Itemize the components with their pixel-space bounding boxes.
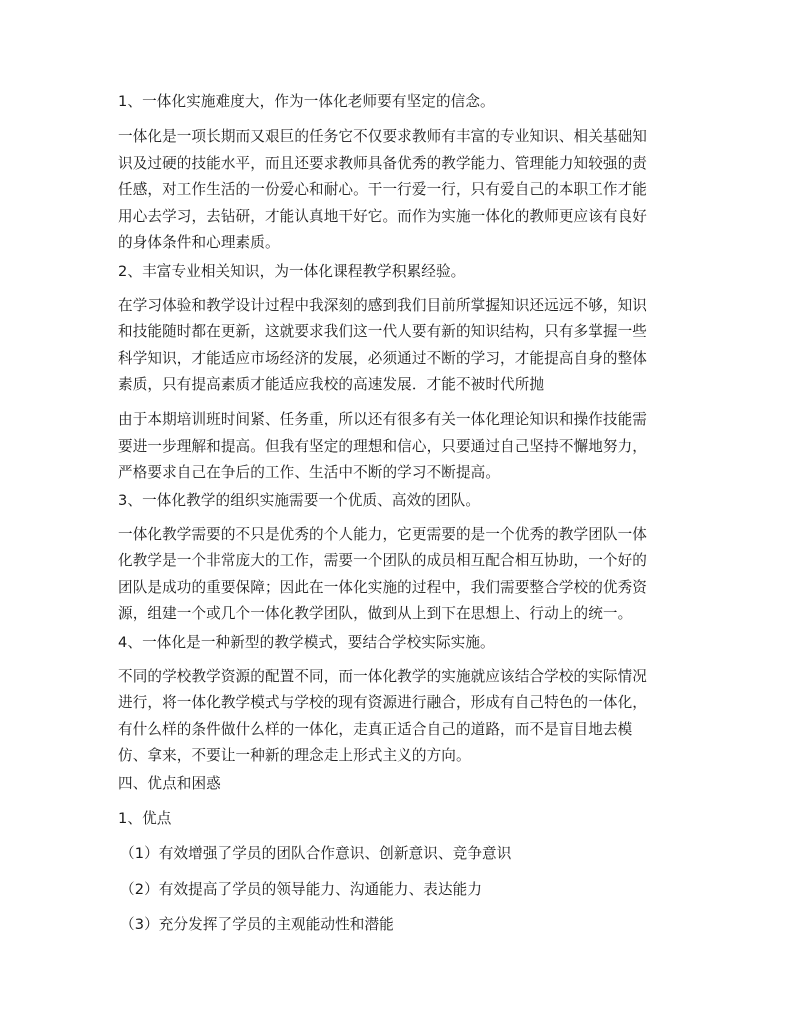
list-item: （2）有效提高了学员的领导能力、沟通能力、表达能力	[120, 881, 483, 898]
paragraph-line: 素质，只有提高素质才能适应我校的高速发展．才能不被时代所抛	[118, 376, 545, 393]
paragraph-line: 在学习体验和教学设计过程中我深刻的感到我们目前所掌握知识还远远不够，知识	[118, 297, 647, 314]
paragraph-line: 由于本期培训班时间紧、任务重，所以还有很多有关一体化理论知识和操作技能需	[118, 411, 647, 428]
paragraph-line: 和技能随时都在更新，这就要求我们这一代人要有新的知识结构，只有多掌握一些	[118, 323, 647, 340]
paragraph-line: 不同的学校教学资源的配置不同，而一体化教学的实施就应该结合学校的实际情况	[118, 668, 647, 685]
paragraph-line: 任感，对工作生活的一份爱心和耐心。干一行爱一行，只有爱自己的本职工作才能	[118, 181, 647, 198]
paragraph-line: 严格要求自己在争后的工作、生活中不断的学习不断提高。	[118, 464, 501, 481]
section-heading-2: 2、丰富专业相关知识，为一体化课程教学积累经验。	[118, 263, 466, 280]
paragraph-line: 有什么样的条件做什么样的一体化，走真正适合自己的道路，而不是盲目地去模	[118, 721, 633, 738]
paragraph-line: 识及过硬的技能水平，而且还要求教师具备优秀的教学能力、管理能力知较强的责	[118, 155, 647, 172]
paragraph-line: 一体化教学需要的不只是优秀的个人能力，它更需要的是一个优秀的教学团队一体	[118, 526, 647, 543]
section-heading-4: 4、一体化是一种新型的教学模式，要结合学校实际实施。	[118, 634, 495, 651]
paragraph-line: 进行，将一体化教学模式与学校的现有资源进行融合，形成有自己特色的一体化，	[118, 694, 647, 711]
section-heading-1: 1、一体化实施难度大，作为一体化老师要有坚定的信念。	[118, 93, 495, 110]
paragraph-line: 一体化是一项长期而又艰巨的任务它不仅要求教师有丰富的专业知识、相关基础知	[118, 128, 647, 145]
section-heading-3: 3、一体化教学的组织实施需要一个优质、高效的团队。	[118, 492, 481, 509]
paragraph-line: 要进一步理解和提高。但我有坚定的理想和信心，只要通过自己坚持不懈地努力，	[118, 438, 647, 455]
paragraph-line: 仿、拿来，不要让一种新的理念走上形式主义的方向。	[118, 747, 471, 764]
paragraph-line: 团队是成功的重要保障；因此在一体化实施的过程中，我们需要整合学校的优秀资	[118, 579, 647, 596]
part-heading: 四、优点和困惑	[118, 775, 221, 792]
paragraph-line: 源，组建一个或几个一体化教学团队，做到从上到下在思想上、行动上的统一。	[118, 605, 633, 622]
list-item: （1）有效增强了学员的团队合作意识、创新意识、竞争意识	[120, 845, 512, 862]
paragraph-line: 用心去学习，去钻研，才能认真地干好它。而作为实施一体化的教师更应该有良好	[118, 208, 647, 225]
paragraph-line: 的身体条件和心理素质。	[118, 234, 280, 251]
subheading: 1、优点	[118, 810, 172, 827]
paragraph-line: 化教学是一个非常庞大的工作，需要一个团队的成员相互配合相互协助，一个好的	[118, 552, 647, 569]
list-item: （3）充分发挥了学员的主观能动性和潜能	[120, 916, 394, 933]
paragraph-line: 科学知识，才能适应市场经济的发展，必须通过不断的学习，才能提高自身的整体	[118, 350, 647, 367]
